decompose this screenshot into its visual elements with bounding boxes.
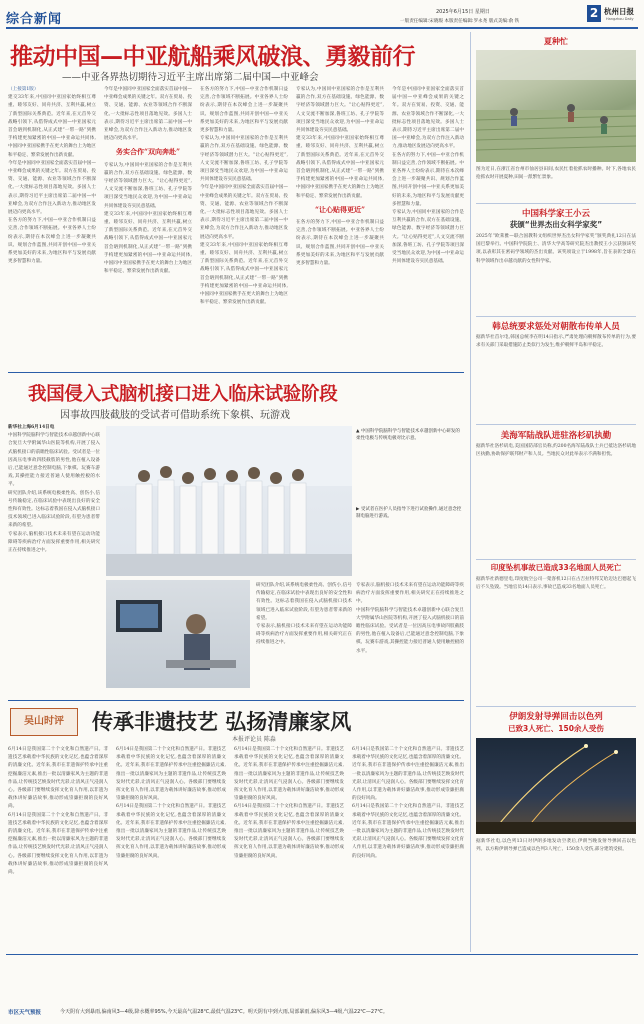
india-text: 据新华社新德里电,印度航空公司一架客机12日在古吉拉特邦艾哈迈达巴德起飞后不久坠毁。当地官员14日表示,事故已造成33名地面人员死亡。 [476,577,636,591]
lead-col-2 [104,86,192,366]
lead-headline: 推动中国—中亚航船乘风破浪、勇毅前行 [10,44,415,70]
column-logo [10,708,78,736]
korea-text: 据新华社首尔电,韩国总统李在明14日指示,严肃处理向朝鲜散布传单的行为,要求有关部门采取措施防止类似行为发生,维护朝鲜半岛和平稳定。 [476,335,636,349]
weather-text: 今天阴有大到暴雨,偏南风3—4级,降水概率95%,今天最高气温28℃,最低气温23℃。明天阴有中到大雨,局部暴雨,偏东风3—4级,气温22℃—27℃。 [60,1009,388,1015]
rule-iran [476,706,636,707]
rule-column [8,700,464,701]
korea-body [476,334,636,422]
lead-text-2: 今年是中国同中亚国家全面落实首届中国—中亚峰会成果的关键之年。双方在贸易、投资、交通、能源、农业等领域合作不断深化,一大批标志性项目落地见效。多国人士表示,期待习近平主席出席第二届中国—中亚峰会,为双方合作注入新动力,推动地区发展迈向更高水平。 [104,87,192,142]
header-date: 2025年6月15日 星期日 [436,9,490,15]
lead-text-3b: 专家认为,中国同中亚国家的合作是互利共赢的合作,双方在基础设施、绿色能源、数字经济等领域潜力巨大。“让心贴得更近”,人文交流不断加深,鲁班工坊、孔子学院等项目深受当地民众欢迎,为中国—中亚命运共同体建设夯实民意基础。 [200,136,288,183]
lead-text-5c: 专家认为,中国同中亚国家的合作是互利共赢的合作,双方在基础设施、绿色能源、数字经济等领域潜力巨大。“让心贴得更近”,人文交流不断加深,鲁班工坊、孔子学院等项目深受当地民众欢迎,为中国—中亚命运共同体建设夯实民意基础。 [392,210,464,265]
lead-text-1: 建交33年来,中国同中亚国家始终相互尊重、睦邻友好、同舟共济、互利共赢,树立了新型国际关系典范。近年来,在元首外交战略引领下,从借得成式中国—中亚国家元首会晤到机制化,从正式建“一带一路”到携手构建更加紧密的中国—中亚命运共同体,中国同中亚国家携手在更大的舞台上为地区和平稳定、繁荣发展作出新贡献。 [8,95,96,158]
lead-intro: （上接第1版） [8,87,39,92]
main-right-divider [470,32,471,952]
column-text-4b: 6月14日是我国第二十个文化和自然遗产日。非遗技艺承载着中华民族的文化记忆,也蕴含着深厚的清廉文化。近年来,我市在非遗保护传承中注重挖掘廉洁元素,推出一批以清廉家风为主题的非遗作品,让传统技艺焕发时代光彩,让清风正气浸润人心。各级部门要继续发挥文化育人作用,以非遗为载体讲好廉洁故事,推动形成崇廉拒腐的良好风尚。 [352,804,464,859]
science-body [476,233,636,313]
iran-text: 据新华社电,以色列13日对伊朗多地发动空袭后,伊朗当晚发射导弹回击以色列。以方称伊朗导弹已造成以色列3人死亡、150余人受伤,部分建筑受损。 [476,839,636,853]
us-title: 美海军陆战队进驻洛杉矶执勤 [500,431,612,441]
page-number: 2 [587,5,601,22]
us-body [476,443,636,557]
korea-title: 韩总统要求惩处对朝散布传单人员 [492,322,620,332]
lead-subhead-1: 务实合作“双向奔赴” [115,147,181,157]
bci-text-3: 专家表示,脑机接口技术未来有望在运动功能障碍等疾病治疗方面发挥重要作用,相关研究正在持续推进之中。 [356,583,464,605]
bci-dateline: 新华社上海6月14日电 [8,425,55,430]
lead-text-4c: 在各方的努力下,中国—中亚合作机制日益完善,合作领域不断拓展。中亚各界人士纷纷表示,期待在本次峰会上进一步凝聚共识、规划合作蓝图,共同开创中国—中亚关系更加美好的未来,为地区和平与发展贡献更多智慧和力量。 [296,220,384,267]
footer-rule [6,954,638,955]
lead-text-5b: 在各方的努力下,中国—中亚合作机制日益完善,合作领域不断拓展。中亚各界人士纷纷表示,期待在本次峰会上进一步凝聚共识、规划合作蓝图,共同开创中国—中亚关系更加美好的未来,为地区和平与发展贡献更多智慧和力量。 [392,152,464,207]
lead-col-1 [8,86,96,366]
night-sky-illustration [476,738,636,834]
lead-text-3d: 建交33年来,中国同中亚国家始终相互尊重、睦邻友好、同舟共济、互利共赢,树立了新型国际关系典范。近年来,在元首外交战略引领下,从借得成式中国—中亚国家元首会晤到机制化,从正式建“一带一路”到携手构建更加紧密的中国—中亚命运共同体,中国同中亚国家携手在更大的舞台上为地区和平稳定、繁荣发展作出新贡献。 [200,242,288,306]
column-text-2: 6月14日是我国第二十个文化和自然遗产日。非遗技艺承载着中华民族的文化记忆,也蕴含着深厚的清廉文化。近年来,我市在非遗保护传承中注重挖掘廉洁元素,推出一批以清廉家风为主题的非遗作品,让传统技艺焕发时代光彩,让清风正气浸润人心。各级部门要继续发挥文化育人作用,以非遗为载体讲好廉洁故事,推动形成崇廉拒腐的良好风尚。 [116,747,226,802]
column-logo-text: 吴山时评 [24,716,64,727]
lead-text-4: 专家认为,中国同中亚国家的合作是互利共赢的合作,双方在基础设施、绿色能源、数字经济等领域潜力巨大。“让心贴得更近”,人文交流不断加深,鲁班工坊、孔子学院等项目深受当地民众欢迎,为中国—中亚命运共同体建设夯实民意基础。 [296,87,384,134]
bci-col-2 [256,582,352,692]
missile-photo [476,738,636,834]
us-text: 据新华社洛杉矶电,美国国防部官员称,约200名海军陆战队士兵已抵达洛杉矶地区执勤,协助保护联邦财产和人员。当地民众对此举表示不满和担忧。 [476,444,636,458]
lead-subtitle: ——中亚各界热切期待习近平主席出席第二届中国—中亚峰会 [62,72,319,83]
paper-name-en: Hangzhou Daily [606,17,634,21]
field-illustration [476,50,636,162]
iran-subtitle: 已致3人死亡、150余人受伤 [508,724,604,733]
column-text-1: 6月14日是我国第二十个文化和自然遗产日。非遗技艺承载着中华民族的文化记忆,也蕴含着深厚的清廉文化。近年来,我市在非遗保护传承中注重挖掘廉洁元素,推出一批以清廉家风为主题的非遗作品,让传统技艺焕发时代光彩,让清风正气浸润人心。各级部门要继续发挥文化育人作用,以非遗为载体讲好廉洁故事,推动形成崇廉拒腐的良好风尚。 [8,747,108,810]
field-photo [476,50,636,162]
bci-col-3 [356,582,464,692]
lab-group-illustration [106,426,352,576]
paper-name: 杭州日报 [604,7,634,16]
lead-text-3c: 今年是中国同中亚国家全面落实首届中国—中亚峰会成果的关键之年。双方在贸易、投资、交通、能源、农业等领域合作不断深化,一大批标志性项目落地见效。多国人士表示,期待习近平主席出席第二届中国—中亚峰会,为双方合作注入新动力,推动地区发展迈向更高水平。 [200,185,288,240]
column-text-1b: 6月14日是我国第二十个文化和自然遗产日。非遗技艺承载着中华民族的文化记忆,也蕴含着深厚的清廉文化。近年来,我市在非遗保护传承中注重挖掘廉洁元素,推出一批以清廉家风为主题的非遗作品,让传统技艺焕发时代光彩,让清风正气浸润人心。各级部门要继续发挥文化育人作用,以非遗为载体讲好廉洁故事,推动形成崇廉拒腐的良好风尚。 [8,812,108,876]
bci-text-1c: 专家表示,脑机接口技术未来有望在运动功能障碍等疾病治疗方面发挥重要作用,相关研究正在持续推进之中。 [8,531,100,554]
bci-text-2b: 专家表示,脑机接口技术未来有望在运动功能障碍等疾病治疗方面发挥重要作用,相关研究正在持续推进之中。 [256,624,352,646]
bci-caption-2 [356,506,464,576]
science-text: 2025年“欧莱雅—联合国教科文组织世界杰出女科学家奖”颁奖典礼12日在法国巴黎举行。中国科学院院士、清华大学高等研究院杰出教授王小云获颁该奖项,以表彰其在密码学领域的杰出贡献。该奖项设立于1998年,旨在表彰全球在科学领域作出卓越贡献的女性科学家。 [476,234,636,264]
header-editors: 一版责任编辑:宋晓瑕 本版责任编辑:罗永尧 版式美编:俞 铁 [400,19,520,24]
lead-subhead-2: “让心贴得更近” [314,204,366,214]
lead-text-2c: 建交33年来,中国同中亚国家始终相互尊重、睦邻友好、同舟共济、互利共赢,树立了新型国际关系典范。近年来,在元首外交战略引领下,从借得成式中国—中亚国家元首会晤到机制化,从正式建“一带一路”到携手构建更加紧密的中国—中亚命运共同体,中国同中亚国家携手在更大的舞台上为地区和平稳定、繁荣发展作出新贡献。 [104,211,192,275]
rule-korea [476,316,636,317]
section-title: 综合新闻 [6,12,63,27]
column-col-1 [8,746,108,946]
lead-text-4b: 建交33年来,中国同中亚国家始终相互尊重、睦邻友好、同舟共济、互利共赢,树立了新型国际关系典范。近年来,在元首外交战略引领下,从借得成式中国—中亚国家元首会晤到机制化,从正式建“一带一路”到携手构建更加紧密的中国—中亚命运共同体,中国同中亚国家携手在更大的舞台上为地区和平稳定、繁荣发展作出新贡献。 [296,136,384,199]
bci-caption-2-text: ▶ 受试者在医护人员指导下进行试验操作,通过意念控制电脑进行游戏。 [356,507,462,519]
rule-science [476,203,636,204]
photo-caption [476,166,636,200]
rule-bci [8,372,464,373]
bci-caption-1 [356,428,464,498]
lead-text-5: 今年是中国同中亚国家全面落实首届中国—中亚峰会成果的关键之年。双方在贸易、投资、交通、能源、农业等领域合作不断深化,一大批标志性项目落地见效。多国人士表示,期待习近平主席出席第二届中国—中亚峰会,为双方合作注入新动力,推动地区发展迈向更高水平。 [392,87,464,150]
patient-illustration [106,580,250,688]
science-title: 中国科学家王小云 [521,209,590,219]
column-text-4: 6月14日是我国第二十个文化和自然遗产日。非遗技艺承载着中华民族的文化记忆,也蕴含着深厚的清廉文化。近年来,我市在非遗保护传承中注重挖掘廉洁元素,推出一批以清廉家风为主题的非遗作品,让传统技艺焕发时代光彩,让清风正气浸润人心。各级部门要继续发挥文化育人作用,以非遗为载体讲好廉洁故事,推动形成崇廉拒腐的良好风尚。 [352,747,464,802]
iran-body [476,838,636,948]
column-text-2b: 6月14日是我国第二十个文化和自然遗产日。非遗技艺承载着中华民族的文化记忆,也蕴含着深厚的清廉文化。近年来,我市在非遗保护传承中注重挖掘廉洁元素,推出一批以清廉家风为主题的非遗作品,让传统技艺焕发时代光彩,让清风正气浸润人心。各级部门要继续发挥文化育人作用,以非遗为载体讲好廉洁故事,推动形成崇廉拒腐的良好风尚。 [116,804,226,859]
header-rule [6,27,638,29]
bci-group-photo [106,426,352,576]
bci-headline: 我国侵入式脑机接口进入临床试验阶段 [28,384,338,405]
rule-us [476,424,636,425]
lead-text-3: 在各方的努力下,中国—中亚合作机制日益完善,合作领域不断拓展。中亚各界人士纷纷表示,期待在本次峰会上进一步凝聚共识、规划合作蓝图,共同开创中国—中亚关系更加美好的未来,为地区和平与发展贡献更多智慧和力量。 [200,87,288,134]
bci-patient-photo [106,580,250,688]
bci-caption-1-text: ▲ 中国科学院脑科学与智能技术卓越创新中心研发的柔性电极与传统电极对比示意。 [356,429,460,441]
india-title: 印度坠机事故已造成33名地面人员死亡 [490,563,622,572]
india-body [476,576,636,702]
column-col-2 [116,746,226,946]
bci-text-2: 研究团队介绍,该系统电极柔性高、创伤小,信号传输稳定,在临床试验中表现出良好的安全性和有效性。这标志着我国在侵入式脑机接口技术领域已进入临床试验阶段,有望为患者带来新的希望。 [256,583,352,621]
bci-subtitle: 因事故四肢截肢的受试者可借助系统下象棋、玩游戏 [60,410,290,421]
bci-text-1: 中国科学院脑科学与智能技术卓越创新中心联合复旦大学附属华山医院等机构,开展了侵入式脑机接口的前瞻性临床试验。受试者是一位因高压电事故四肢截肢的男性,他在植入设备后,已能通过意念控制电脑,下象棋、玩赛车游戏,其操控能力接近普通人使用触控板的水平。 [8,433,100,488]
bci-text-3b: 中国科学院脑科学与智能技术卓越创新中心联合复旦大学附属华山医院等机构,开展了侵入式脑机接口的前瞻性临床试验。受试者是一位因高压电事故四肢截肢的男性,他在植入设备后,已能通过意念控制电脑,下象棋、玩赛车游戏,其操控能力接近普通人使用触控板的水平。 [356,607,464,654]
rule-india [476,559,636,560]
iran-title: 伊朗发射导弹回击以色列 [509,712,603,722]
lead-col-4 [296,86,384,366]
column-col-3 [234,746,344,946]
column-headline: 传承非遗技艺 弘扬清廉家风 [92,710,352,734]
bci-col-1 [8,424,100,694]
column-byline: 本报评论员 陈淼 [232,736,276,743]
lead-text-1c: 在各方的努力下,中国—中亚合作机制日益完善,合作领域不断拓展。中亚各界人士纷纷表示,期待在本次峰会上进一步凝聚共识、规划合作蓝图,共同开创中国—中亚关系更加美好的未来,为地区和平与发展贡献更多智慧和力量。 [8,218,96,265]
lead-col-3 [200,86,288,366]
lead-col-5 [392,86,464,366]
lead-text-2b: 专家认为,中国同中亚国家的合作是互利共赢的合作,双方在基础设施、绿色能源、数字经济等领域潜力巨大。“让心贴得更近”,人文交流不断加深,鲁班工坊、孔子学院等项目深受当地民众欢迎,为中国—中亚命运共同体建设夯实民意基础。 [104,162,192,209]
lead-text-1b: 今年是中国同中亚国家全面落实首届中国—中亚峰会成果的关键之年。双方在贸易、投资、交通、能源、农业等领域合作不断深化,一大批标志性项目落地见效。多国人士表示,期待习近平主席出席第二届中国—中亚峰会,为双方合作注入新动力,推动地区发展迈向更高水平。 [8,160,96,216]
photo-title: 夏种忙 [544,37,568,46]
photo-caption-text: 图为近日,在浙江省台州市仙居县田间,农民忙着抢抓农时播种。时下,各地农民抢抓农时开展夏种,田间一派繁忙景象。 [476,167,636,181]
bci-text-1b: 研究团队介绍,该系统电极柔性高、创伤小,信号传输稳定,在临床试验中表现出良好的安全性和有效性。这标志着我国在侵入式脑机接口技术领域已进入临床试验阶段,有望为患者带来新的希望。 [8,490,100,529]
science-subtitle: 获颁“世界杰出女科学家奖” [509,220,603,229]
weather-label: 市区天气预报 [8,1010,42,1016]
column-col-4 [352,746,464,946]
column-text-3b: 6月14日是我国第二十个文化和自然遗产日。非遗技艺承载着中华民族的文化记忆,也蕴含着深厚的清廉文化。近年来,我市在非遗保护传承中注重挖掘廉洁元素,推出一批以清廉家风为主题的非遗作品,让传统技艺焕发时代光彩,让清风正气浸润人心。各级部门要继续发挥文化育人作用,以非遗为载体讲好廉洁故事,推动形成崇廉拒腐的良好风尚。 [234,804,344,859]
column-text-3: 6月14日是我国第二十个文化和自然遗产日。非遗技艺承载着中华民族的文化记忆,也蕴含着深厚的清廉文化。近年来,我市在非遗保护传承中注重挖掘廉洁元素,推出一批以清廉家风为主题的非遗作品,让传统技艺焕发时代光彩,让清风正气浸润人心。各级部门要继续发挥文化育人作用,以非遗为载体讲好廉洁故事,推动形成崇廉拒腐的良好风尚。 [234,747,344,802]
